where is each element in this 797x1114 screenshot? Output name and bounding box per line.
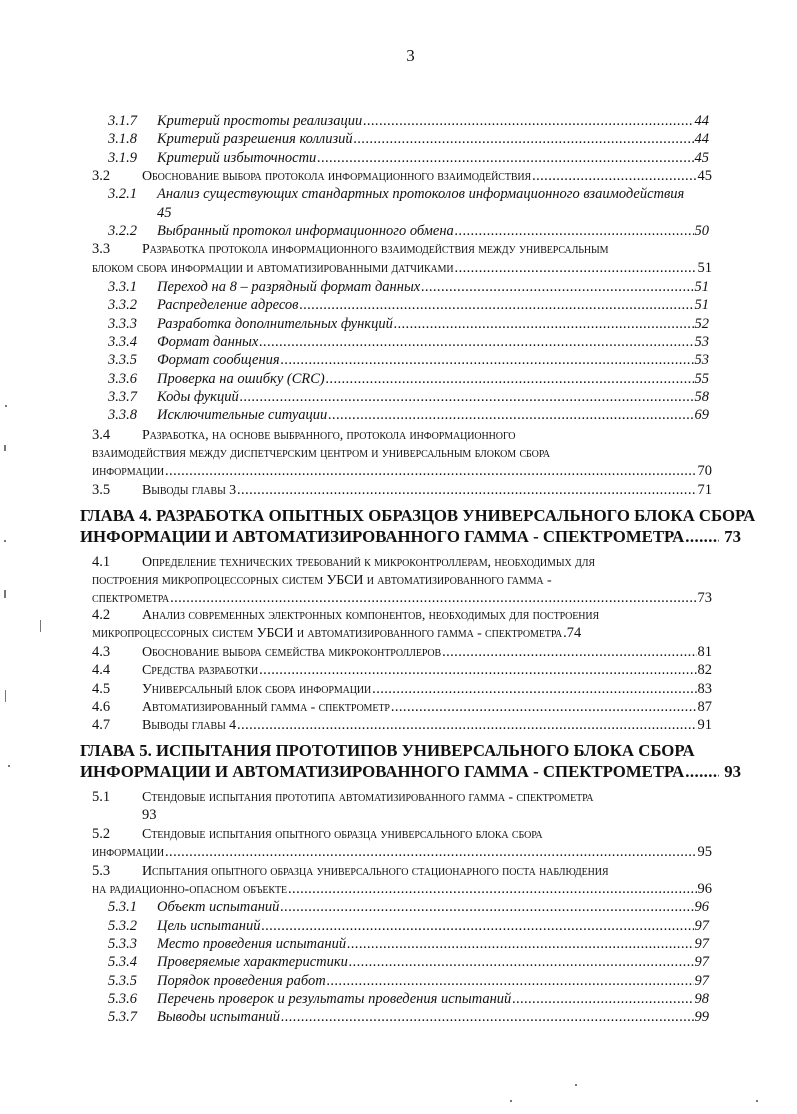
- toc-entry-3-2[interactable]: [0, 167, 797, 186]
- entry-number: 3.3.8: [108, 407, 137, 423]
- toc-entry-5-3-1[interactable]: [0, 898, 797, 917]
- scan-speck: [510, 1100, 512, 1102]
- entry-title: Порядок проведения работ: [157, 973, 326, 989]
- leader-dots: [685, 761, 719, 782]
- leader-dots: [240, 388, 694, 407]
- entry-number: 3.2.2: [108, 223, 137, 239]
- toc-entry-3-1-9[interactable]: [0, 149, 797, 168]
- entry-number: 5.3.2: [108, 918, 137, 934]
- entry-title: Стендовые испытания прототипа автоматизированного гамма - спектрометра: [142, 790, 594, 805]
- leader-dots: [261, 917, 693, 936]
- entry-title: Автоматизированный гамма - спектрометр: [142, 700, 390, 715]
- entry-number: 5.3.6: [108, 991, 137, 1007]
- entry-title-line1: Определение технических требований к микроконтроллерам, необходимых для: [142, 555, 595, 570]
- entry-number: 5.3.5: [108, 973, 137, 989]
- entry-title: Выбранный протокол информационного обмена: [157, 223, 454, 239]
- leader-dots: [165, 462, 696, 481]
- toc-entry-3-3-5[interactable]: [0, 351, 797, 370]
- toc-entry-5-1[interactable]: [0, 788, 797, 826]
- entry-title: Выводы главы 3: [142, 483, 237, 498]
- toc-entry-3-1-7[interactable]: [0, 112, 797, 131]
- toc-entry-5-3-7[interactable]: [0, 1008, 797, 1027]
- entry-number: 3.3.6: [108, 371, 137, 387]
- entry-page: 93: [142, 807, 157, 823]
- entry-title: Проверяемые характеристики: [157, 954, 348, 970]
- entry-page: 73: [724, 527, 742, 546]
- leader-dots: [327, 972, 694, 991]
- entry-title-line2: построения микропроцессорных систем УБСИ и автоматизированного гамма -: [92, 573, 552, 588]
- entry-page: 71: [697, 482, 712, 498]
- leader-dots: [237, 716, 696, 735]
- chapter-title-line1: ГЛАВА 4. РАЗРАБОТКА ОПЫТНЫХ ОБРАЗЦОВ УНИВЕРСАЛЬНОГО БЛОКА СБОРА: [80, 506, 756, 525]
- entry-number: 3.3.5: [108, 352, 137, 368]
- leader-dots: [281, 1008, 694, 1027]
- toc-entry-5-3-2[interactable]: [0, 917, 797, 936]
- entry-page: 45: [157, 205, 172, 221]
- entry-number: 4.3: [92, 644, 111, 660]
- toc-entry-3-3-1[interactable]: [0, 278, 797, 297]
- toc-entry-5-3-4[interactable]: [0, 953, 797, 972]
- entry-number: 5.1: [92, 789, 111, 805]
- toc-entry-4-6[interactable]: [0, 698, 797, 717]
- entry-title-line1: Испытания опытного образца универсального стационарного поста наблюдения: [142, 864, 609, 879]
- entry-page: 81: [697, 644, 712, 660]
- entry-page: 97: [694, 936, 709, 952]
- entry-title: Распределение адресов: [157, 297, 299, 313]
- entry-number: 3.3.7: [108, 389, 137, 405]
- scan-speck: [575, 1084, 577, 1086]
- toc-chapter-4[interactable]: [80, 505, 756, 547]
- leader-dots: [280, 898, 693, 917]
- entry-page: 51: [694, 297, 709, 313]
- entry-title-line1: Разработка протокола информационного взаимодействия между универсальным: [142, 242, 609, 257]
- entry-title: Критерий простоты реализации: [157, 113, 363, 129]
- entry-title: Исключительные ситуации: [157, 407, 328, 423]
- entry-page: 82: [697, 662, 712, 678]
- entry-title: Критерий разрешения коллизий: [157, 131, 353, 147]
- toc-entry-4-3[interactable]: [0, 643, 797, 662]
- entry-title: Анализ существующих стандартных протоколов информационного взаимодействия: [157, 186, 685, 202]
- toc-entry-3-3-6[interactable]: [0, 370, 797, 389]
- toc-entry-4-7[interactable]: [0, 716, 797, 735]
- entry-number: 3.4: [92, 427, 111, 443]
- entry-page: 97: [694, 918, 709, 934]
- entry-title: Разработка дополнительных функций: [157, 316, 393, 332]
- entry-title-line1: Разработка, на основе выбранного, протокола информационного: [142, 428, 516, 443]
- leader-dots: [259, 333, 693, 352]
- entry-number: 4.7: [92, 717, 111, 733]
- toc-entry-3-3-4[interactable]: [0, 333, 797, 352]
- toc-entry-3-3-3[interactable]: [0, 315, 797, 334]
- toc-entry-5-3-6[interactable]: [0, 990, 797, 1009]
- entry-title: Объект испытаний: [157, 899, 280, 915]
- leader-dots: [165, 843, 696, 862]
- scan-speck: [5, 690, 6, 702]
- entry-page: 73: [697, 590, 712, 606]
- entry-title: Выводы главы 4: [142, 718, 237, 733]
- leader-dots: [394, 315, 694, 334]
- entry-number: 5.2: [92, 826, 111, 842]
- toc-entry-3-5[interactable]: [0, 481, 797, 500]
- entry-title-line2: информации: [92, 845, 165, 860]
- leader-dots: [328, 406, 693, 425]
- entry-title-line3: информации: [92, 464, 165, 479]
- entry-number: 3.2.1: [108, 186, 137, 202]
- entry-page: 44: [694, 113, 709, 129]
- entry-number: 3.3.1: [108, 279, 137, 295]
- entry-page: 53: [694, 352, 709, 368]
- leader-dots: .: [563, 625, 567, 641]
- entry-page: 96: [694, 899, 709, 915]
- scan-speck: [8, 765, 10, 767]
- entry-number: 3.3.3: [108, 316, 137, 332]
- leader-dots: [532, 167, 696, 186]
- leader-dots: [237, 481, 696, 500]
- toc-entry-3-2-2[interactable]: [0, 222, 797, 241]
- chapter-title-line1: ГЛАВА 5. ИСПЫТАНИЯ ПРОТОТИПОВ УНИВЕРСАЛЬНОГО БЛОКА СБОРА: [80, 741, 695, 760]
- toc-entry-4-5[interactable]: [0, 680, 797, 699]
- toc-entry-3-3-7[interactable]: [0, 388, 797, 407]
- leader-dots: [347, 935, 693, 954]
- entry-number: 4.5: [92, 681, 111, 697]
- chapter-title-line2: ИНФОРМАЦИИ И АВТОМАТИЗИРОВАННОГО ГАММА - СПЕКТРОМЕТРА: [80, 762, 685, 781]
- entry-number: 3.1.8: [108, 131, 137, 147]
- toc-entry-3-3-8[interactable]: [0, 406, 797, 425]
- entry-title: Формат данных: [157, 334, 259, 350]
- entry-page: 97: [694, 954, 709, 970]
- entry-number: 5.3.4: [108, 954, 137, 970]
- entry-page: 83: [697, 681, 712, 697]
- entry-title: Средства разработки: [142, 663, 259, 678]
- entry-page: 87: [697, 699, 712, 715]
- scan-speck: [4, 540, 6, 542]
- toc-entry-5-3-5[interactable]: [0, 972, 797, 991]
- chapter-title-line2: ИНФОРМАЦИИ И АВТОМАТИЗИРОВАННОГО ГАММА - СПЕКТРОМЕТРА: [80, 527, 685, 546]
- entry-title: Цель испытаний: [157, 918, 261, 934]
- entry-page: 93: [724, 762, 742, 781]
- entry-number: 5.3.7: [108, 1009, 137, 1025]
- leader-dots: [317, 149, 693, 168]
- scan-speck: [4, 445, 6, 451]
- entry-title: Переход на 8 – разрядный формат данных: [157, 279, 421, 295]
- toc-entry-3-2-1[interactable]: [0, 185, 797, 223]
- entry-number: 3.3: [92, 241, 111, 257]
- toc-chapter-5[interactable]: [80, 740, 745, 782]
- entry-page: 45: [697, 168, 712, 184]
- entry-page: 74: [566, 625, 582, 641]
- entry-page: 99: [694, 1009, 709, 1025]
- entry-page: 55: [694, 371, 709, 387]
- entry-number: 3.2: [92, 168, 111, 184]
- toc-entry-5-3-3[interactable]: [0, 935, 797, 954]
- toc-entry-4-1[interactable]: [0, 553, 797, 610]
- entry-title: Обоснование выбора протокола информационного взаимодействия: [142, 169, 532, 184]
- entry-title: Формат сообщения: [157, 352, 280, 368]
- entry-title-line2: блоком сбора информации и автоматизированными датчиками: [92, 261, 454, 276]
- entry-title-line3: спектрометра: [92, 591, 170, 606]
- leader-dots: [288, 880, 696, 899]
- toc-entry-3-1-8[interactable]: [0, 130, 797, 149]
- leader-dots: [421, 278, 693, 297]
- scan-speck: [5, 405, 7, 407]
- entry-page: 53: [694, 334, 709, 350]
- leader-dots: [455, 222, 694, 241]
- entry-page: 69: [694, 407, 709, 423]
- entry-page: 98: [694, 991, 709, 1007]
- toc-entry-5-2[interactable]: [0, 825, 797, 863]
- leader-dots: [363, 112, 693, 131]
- toc-entry-5-3[interactable]: [0, 862, 797, 900]
- entry-page: 97: [694, 973, 709, 989]
- leader-dots: [391, 698, 697, 717]
- entry-number: 4.4: [92, 662, 111, 678]
- entry-number: 4.2: [92, 607, 111, 623]
- entry-title: Коды фукций: [157, 389, 239, 405]
- entry-title: Выводы испытаний: [157, 1009, 280, 1025]
- leader-dots: [299, 296, 693, 315]
- entry-title: Место проведения испытаний: [157, 936, 347, 952]
- toc-entry-3-4[interactable]: [0, 426, 797, 483]
- leader-dots: [372, 680, 696, 699]
- entry-number: 3.3.2: [108, 297, 137, 313]
- entry-page: 51: [694, 279, 709, 295]
- toc-entry-4-4[interactable]: [0, 661, 797, 680]
- entry-number: 5.3.3: [108, 936, 137, 952]
- entry-title-line1: Анализ современных электронных компонентов, необходимых для построения: [142, 608, 600, 623]
- scan-speck: [40, 620, 41, 632]
- entry-page: 95: [697, 844, 712, 860]
- entry-number: 5.3: [92, 863, 111, 879]
- entry-number: 3.5: [92, 482, 111, 498]
- entry-title: Проверка на ошибку (CRC): [157, 371, 325, 387]
- entry-title: Обоснование выбора семейства микроконтроллеров: [142, 645, 442, 660]
- entry-number: 3.3.4: [108, 334, 137, 350]
- entry-page: 51: [697, 260, 712, 276]
- entry-number: 4.1: [92, 554, 111, 570]
- entry-number: 3.1.9: [108, 150, 137, 166]
- toc-entry-3-3[interactable]: [0, 240, 797, 278]
- leader-dots: [281, 351, 694, 370]
- leader-dots: [354, 130, 694, 149]
- entry-page: 50: [694, 223, 709, 239]
- entry-number: 3.1.7: [108, 113, 137, 129]
- leader-dots: [442, 643, 696, 662]
- entry-title-line2: взаимодействия между диспетчерским центром и универсальным блоком сбора: [92, 446, 551, 461]
- leader-dots: [512, 990, 693, 1009]
- leader-dots: [455, 259, 697, 278]
- leader-dots: [259, 661, 696, 680]
- scan-speck: [756, 1100, 758, 1102]
- entry-page: 96: [697, 881, 712, 897]
- entry-number: 5.3.1: [108, 899, 137, 915]
- scan-speck: [4, 590, 6, 598]
- entry-title: Перечень проверок и результаты проведения испытаний: [157, 991, 512, 1007]
- entry-page: 45: [694, 150, 709, 166]
- entry-title-line2: микропроцессорных систем УБСИ и автоматизированного гамма - спектрометра: [92, 626, 563, 641]
- entry-page: 44: [694, 131, 709, 147]
- entry-title: Критерий избыточности: [157, 150, 317, 166]
- entry-title-line1: Стендовые испытания опытного образца универсального блока сбора: [142, 827, 543, 842]
- leader-dots: [685, 526, 719, 547]
- toc-entry-3-3-2[interactable]: [0, 296, 797, 315]
- entry-page: 70: [697, 463, 712, 479]
- entry-title-line2: на радиационно-опасном объекте: [92, 882, 288, 897]
- entry-page: 58: [694, 389, 709, 405]
- leader-dots: [349, 953, 694, 972]
- entry-page: 52: [694, 316, 709, 332]
- entry-number: 4.6: [92, 699, 111, 715]
- entry-page: 91: [697, 717, 712, 733]
- toc-entry-4-2[interactable]: [0, 606, 797, 644]
- leader-dots: [326, 370, 694, 389]
- page-number: 3: [406, 46, 415, 65]
- entry-title: Универсальный блок сбора информации: [142, 682, 372, 697]
